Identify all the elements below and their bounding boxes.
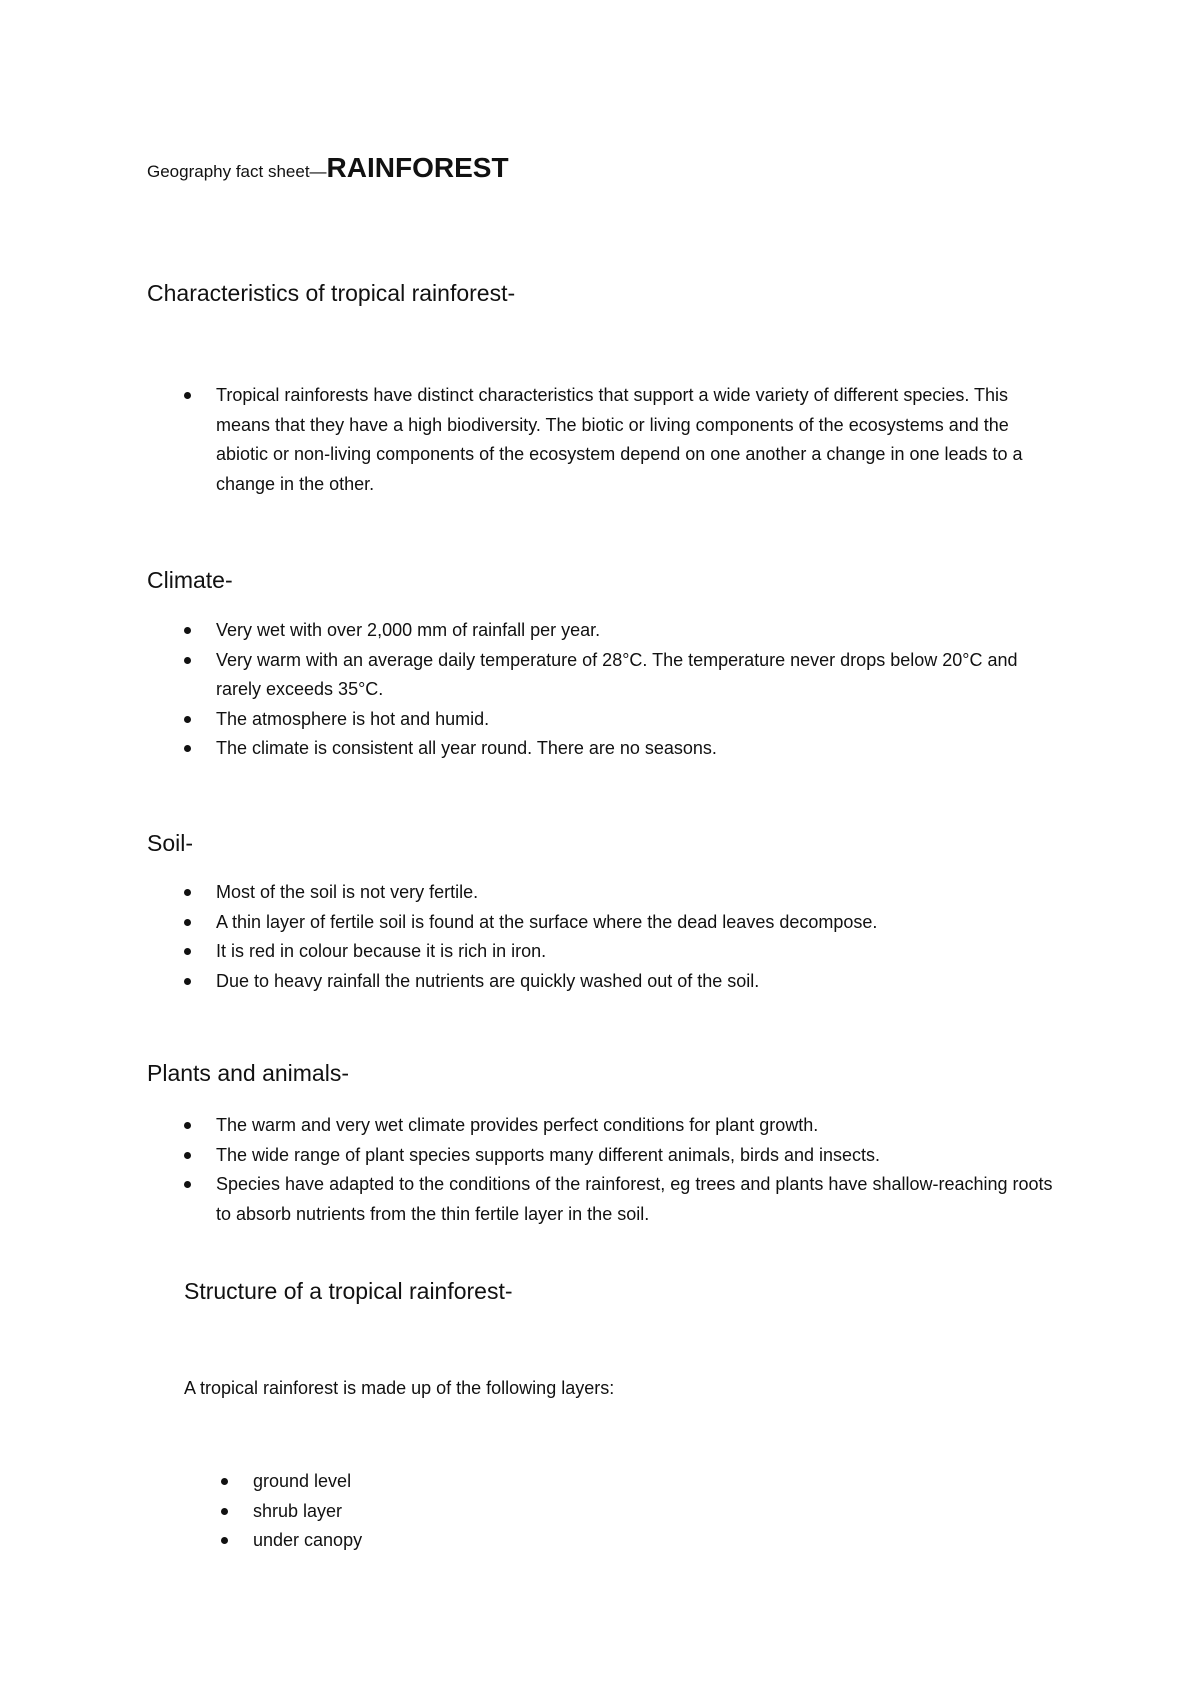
bullet-icon <box>184 1181 191 1188</box>
bullet-icon <box>184 1152 191 1159</box>
list-item: Most of the soil is not very fertile. <box>184 878 1084 908</box>
bullet-icon <box>221 1508 228 1515</box>
list-item: The climate is consistent all year round. There are no seasons. <box>184 734 1064 764</box>
bullet-icon <box>184 716 191 723</box>
list-item: The wide range of plant species supports many different animals, birds and insects. <box>184 1141 1064 1171</box>
characteristics-list <box>184 381 1064 499</box>
list-item: under canopy <box>221 1526 821 1556</box>
climate-list <box>184 616 1064 764</box>
heading-characteristics: Characteristics of tropical rainforest- <box>147 280 516 306</box>
bullet-icon <box>184 657 191 664</box>
list-item: Due to heavy rainfall the nutrients are quickly washed out of the soil. <box>184 967 1084 997</box>
list-item: shrub layer <box>221 1497 821 1527</box>
structure-layers-list <box>221 1467 821 1556</box>
page-title <box>147 148 509 185</box>
bullet-icon <box>184 745 191 752</box>
list-item: Very wet with over 2,000 mm of rainfall per year. <box>184 616 1064 646</box>
bullet-icon <box>184 1122 191 1129</box>
bullet-icon <box>221 1537 228 1544</box>
soil-list <box>184 878 1084 996</box>
heading-plants-animals: Plants and animals- <box>147 1060 349 1086</box>
heading-structure: Structure of a tropical rainforest- <box>184 1278 513 1304</box>
list-item: A thin layer of fertile soil is found at the surface where the dead leaves decompose. <box>184 908 1084 938</box>
bullet-icon <box>184 627 191 634</box>
list-item: It is red in colour because it is rich in iron. <box>184 937 1084 967</box>
list-item: The atmosphere is hot and humid. <box>184 705 1064 735</box>
bullet-icon <box>184 392 191 399</box>
bullet-icon <box>184 948 191 955</box>
plants-animals-list <box>184 1111 1064 1229</box>
structure-intro: A tropical rainforest is made up of the following layers: <box>184 1378 615 1398</box>
bullet-icon <box>184 978 191 985</box>
heading-climate: Climate- <box>147 567 233 593</box>
list-item: ground level <box>221 1467 821 1497</box>
heading-soil: Soil- <box>147 830 194 856</box>
bullet-icon <box>184 889 191 896</box>
list-item: Species have adapted to the conditions of the rainforest, eg trees and plants have shallow-reaching roots to absorb nutrients from the thin fertile layer in the soil. <box>184 1170 1064 1229</box>
list-item: The warm and very wet climate provides perfect conditions for plant growth. <box>184 1111 1064 1141</box>
list-item: Tropical rainforests have distinct characteristics that support a wide variety of different species. This means that they have a high biodiversity. The biotic or living components of the ecosystems and the abiotic or non-living components of the ecosystem depend on one another a change in one leads to a change in the other. <box>184 381 1064 499</box>
title-main: RAINFOREST <box>326 152 509 183</box>
bullet-icon <box>221 1478 228 1485</box>
title-prefix: Geography fact sheet— <box>147 162 327 181</box>
list-item: Very warm with an average daily temperature of 28°C. The temperature never drops below 20°C and rarely exceeds 35°C. <box>184 646 1064 705</box>
bullet-icon <box>184 919 191 926</box>
